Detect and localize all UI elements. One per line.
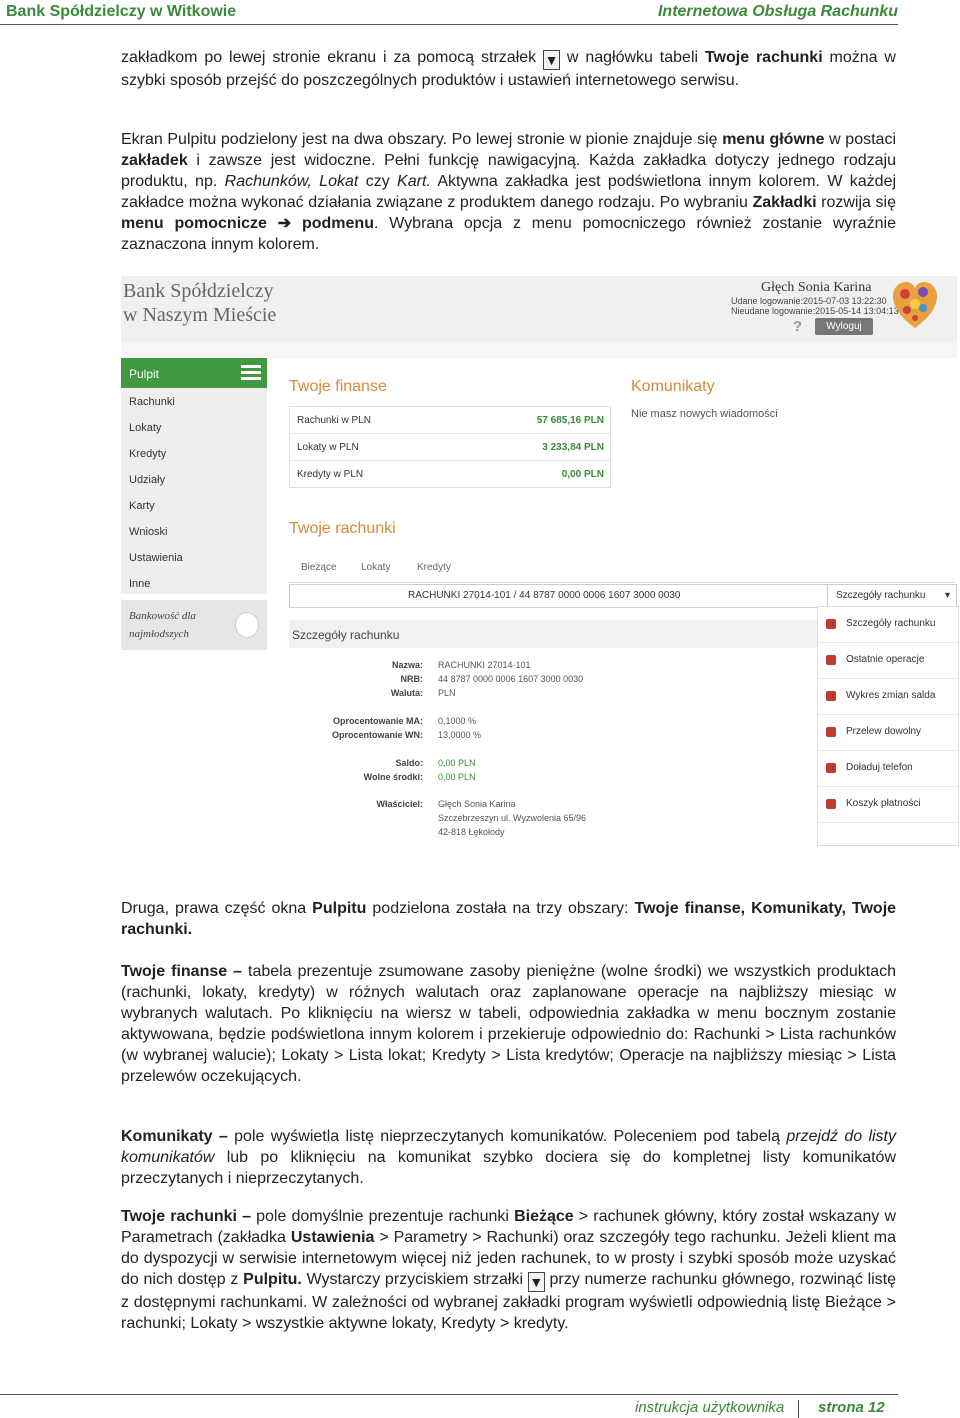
row-value: 0,00 PLN <box>561 469 604 480</box>
menu-item[interactable] <box>818 607 958 643</box>
arrow-down-icon: ▼ <box>529 1274 544 1290</box>
text: > rachunek główny, który został wskazany w Parametrach (zakładka <box>121 1208 897 1246</box>
user-name: Głęch Sonia Karina <box>761 280 872 295</box>
bold-text: Komunikaty <box>121 1128 213 1145</box>
flower-heart-avatar <box>891 278 939 332</box>
operations-icon <box>826 655 836 665</box>
bold-text: menu pomocnicze <box>121 215 267 232</box>
account-label: RACHUNKI 27014-101 / 44 8787 0000 0006 1607 3000 0030 <box>408 590 681 601</box>
promo-text: Bankowość dla <box>129 610 196 622</box>
chevron-down-icon: ▾ <box>944 590 950 601</box>
footer-label: instrukcja użytkownika <box>635 1399 785 1416</box>
detail-value: 0,1000 % <box>438 716 477 726</box>
sidebar-item-kredyty[interactable]: Kredyty <box>129 448 167 460</box>
tab-kredyty[interactable]: Kredyty <box>417 562 451 573</box>
last-login-success: Udane logowanie:2015-07-03 13:22:30 <box>731 296 887 306</box>
menu-item[interactable] <box>818 643 958 679</box>
details-icon <box>826 619 836 629</box>
detail-label: Saldo: <box>395 758 423 768</box>
bold-text: zakładek <box>121 152 188 169</box>
menu-item[interactable] <box>818 679 958 715</box>
document-title: Internetowa Obsługa Rachunku <box>657 3 898 20</box>
finanse-title: Twoje finanse <box>289 378 387 395</box>
italic-text: Kart. <box>397 173 431 190</box>
menu-item-label: Ostatnie operacje <box>846 654 925 665</box>
bold-text: Twoje finanse, Komunikaty, Twoje rachunki. <box>121 900 897 938</box>
detail-label: Wolne środki: <box>363 772 423 782</box>
italic-text: Rachunków, Lokat <box>224 173 359 190</box>
bold-text: Zakładki <box>752 194 817 211</box>
text: tabela prezentuje zsumowane zasoby pieniężne (wolne środki) we wszystkich produktach (rachunki, lokaty, kredyty) w różnych walutach oraz zaplanowane operacje na najbliższy miesiąc w wybranych walutach. Po kliknięciu na wiersz w tabeli, odpowiednia zakładka w menu bocznym zostanie aktywowana, będzie podświetlona innym kolorem i przekieruje odpowiednio do: Rachunki > Lista rachunków (w wybranej walucie); Lokaty > Lista lokat; Kredyty > Lista kredytów; Operacje na najbliższy miesiąc > Lista przelewów oczekujących. <box>121 963 896 1085</box>
body-paragraph-5 <box>121 1126 896 1189</box>
sidebar-item-inne[interactable]: Inne <box>129 578 151 590</box>
sidebar-item-udzialy[interactable]: Udziały <box>129 474 166 486</box>
body-paragraph-6 <box>121 1206 896 1334</box>
text: w postaci <box>829 131 896 148</box>
italic-text: przejdź do listy komunikatów <box>121 1128 896 1166</box>
apple-icon <box>235 612 259 638</box>
detail-label: Właściciel: <box>376 799 423 809</box>
sidebar-item-ustawienia[interactable]: Ustawienia <box>129 552 183 564</box>
menu-item-label: Wykres zmian salda <box>846 690 936 701</box>
bold-text: Bieżące <box>514 1208 574 1225</box>
table-row[interactable] <box>290 407 610 434</box>
sidebar-item-label: Pulpit <box>129 367 160 381</box>
details-header <box>289 620 819 648</box>
text: podzielona została na trzy obszary: <box>372 900 629 917</box>
logout-button[interactable]: Wyloguj <box>815 318 873 335</box>
menu-item[interactable] <box>818 787 958 823</box>
dropdown-label: Szczegóły rachunku <box>836 590 926 601</box>
bank-name: Bank Spółdzielczy w Witkowie <box>6 3 237 20</box>
menu-item-label: Koszyk płatności <box>846 798 921 809</box>
text: przy numerze rachunku głównego, rozwinąć listę z dostępnymi rachunkami. W zależności od wybranej zakładki program wyświetli odpowiednią listę Bieżące > rachunki; Lokaty > wszystkie aktywne lokaty, Kredyty > kredyty. <box>121 1271 897 1332</box>
detail-value: 42-818 Łękołody <box>438 827 505 837</box>
text: Druga, prawa część okna <box>121 900 307 917</box>
page-number: strona 12 <box>818 1399 885 1416</box>
detail-label: Waluta: <box>390 688 423 698</box>
detail-value: Szczebrzeszyn ul. Wyzwolenia 65/96 <box>438 813 586 823</box>
app-bank-name-line2: w Naszym Mieście <box>123 304 277 326</box>
detail-value: Głęch Sonia Karina <box>438 799 516 809</box>
text: . Wybrana opcja z menu pomocniczego również zostanie wyraźnie zaznaczona innym kolorem. <box>121 215 897 253</box>
dash: – <box>212 1128 235 1145</box>
sidebar-item-rachunki[interactable]: Rachunki <box>129 396 175 408</box>
text: Wystarczy przyciskiem strzałki <box>306 1271 524 1288</box>
detail-value: 13,0000 % <box>438 730 482 740</box>
text: zakładkom po lewej stronie ekranu i za pomocą strzałek <box>121 49 537 66</box>
finanse-table <box>289 406 611 488</box>
arrow-right-icon: ➔ <box>277 215 292 232</box>
detail-value: 0,00 PLN <box>438 772 476 782</box>
help-icon[interactable]: ? <box>793 318 803 335</box>
text: pole wyświetla listę nieprzeczytanych komunikatów. Poleceniem pod tabelą <box>234 1128 781 1145</box>
menu-item[interactable] <box>818 715 958 751</box>
menu-item-label: Szczegóły rachunku <box>846 618 936 629</box>
details-title: Szczegóły rachunku <box>292 628 400 642</box>
account-tabs <box>289 550 955 583</box>
account-action-dropdown[interactable] <box>827 584 957 608</box>
detail-value: PLN <box>438 688 456 698</box>
hamburger-icon[interactable] <box>241 365 261 381</box>
body-paragraph-3 <box>121 898 896 940</box>
account-action-menu <box>817 606 959 846</box>
row-value: 3 233,84 PLN <box>542 442 604 453</box>
detail-value: 44 8787 0000 0006 1607 3000 0030 <box>438 674 584 684</box>
text: lub po kliknięciu na komunikat szybko dociera się do kompletnej listy komunikatów przeczytanych i nieprzeczytanych. <box>121 1149 896 1187</box>
row-value: 57 685,16 PLN <box>536 415 604 426</box>
promo-banner[interactable] <box>121 600 267 650</box>
account-selector[interactable] <box>289 584 831 608</box>
dash: – <box>227 963 249 980</box>
intro-paragraph-2 <box>121 129 896 255</box>
page-header <box>0 0 960 26</box>
sidebar-item-wnioski[interactable]: Wnioski <box>129 526 168 538</box>
bold-text: Twoje rachunki <box>121 1208 237 1225</box>
app-sidebar <box>121 358 267 594</box>
arrow-down-icon: ▼ <box>544 52 559 68</box>
detail-value: 0,00 PLN <box>438 758 476 768</box>
app-banner <box>121 276 957 342</box>
rachunki-title: Twoje rachunki <box>289 520 396 537</box>
text: > Parametry > Rachunki) oraz szczegóły tego rachunku. Jeżeli klient ma do dyspozycji w serwisie internetowym więcej niż jeden rachunek, to w prosty i szybki sposób może uzyskać do nich dostęp z <box>121 1229 897 1288</box>
body-paragraph-4 <box>121 961 896 1087</box>
text: Ekran Pulpitu podzielony jest na dwa obszary. Po lewej stronie w pionie znajduje się <box>121 131 718 148</box>
text: i zawsze jest widoczne. Pełni funkcję nawigacyjną. Każda zakładka dotyczy jednego rodzaju produktu, np. <box>121 152 896 190</box>
dash: – <box>236 1208 257 1225</box>
row-label: Rachunki w PLN <box>297 415 371 426</box>
text: pole domyślnie prezentuje rachunki <box>256 1208 509 1225</box>
header-rule <box>0 24 898 25</box>
menu-item-label: Doładuj telefon <box>846 762 913 773</box>
tab-lokaty[interactable]: Lokaty <box>361 562 391 573</box>
detail-value: RACHUNKI 27014-101 <box>438 660 531 670</box>
text: w nagłówku tabeli <box>566 49 699 66</box>
text: Aktywna zakładka jest podświetlona innym kolorem. W każdej zakładce można wykonać działania związane z produktem danego rodzaju. Po wybraniu <box>121 173 897 211</box>
menu-item[interactable] <box>818 751 958 787</box>
footer-rule <box>0 1394 898 1395</box>
text: rozwija się <box>821 194 896 211</box>
sidebar-item-karty[interactable]: Karty <box>129 500 155 512</box>
komunikaty-title: Komunikaty <box>631 378 715 395</box>
bold-text: Twoje rachunki <box>704 49 823 66</box>
text: czy <box>365 173 390 190</box>
text: można w szybki sposób przejść do poszczególnych produktów i ustawień internetowego serwisu. <box>121 49 896 89</box>
tab-biezace[interactable]: Bieżące <box>301 562 337 573</box>
bold-text: Pulpitu <box>312 900 367 917</box>
bold-text: menu główne <box>722 131 825 148</box>
detail-label: NRB: <box>400 674 423 684</box>
row-label: Lokaty w PLN <box>297 442 359 453</box>
sidebar-item-lokaty[interactable]: Lokaty <box>129 422 162 434</box>
table-row[interactable] <box>290 434 610 461</box>
detail-label: Oprocentowanie MA: <box>332 716 423 726</box>
last-login-failure: Nieudane logowanie:2015-05-14 13:04:13 <box>731 306 899 316</box>
app-bank-name-line1: Bank Spółdzielczy <box>123 280 274 302</box>
sidebar-item-pulpit[interactable] <box>121 358 267 388</box>
transfer-icon <box>826 727 836 737</box>
chart-icon <box>826 691 836 701</box>
promo-text: najmłodszych <box>129 628 189 640</box>
basket-icon <box>826 799 836 809</box>
intro-paragraph-1 <box>121 47 896 91</box>
bold-text: Twoje finanse <box>121 963 228 980</box>
menu-item-label: Przelew dowolny <box>846 726 922 737</box>
footer-separator <box>798 1400 799 1418</box>
bold-text: Pulpitu. <box>243 1271 302 1288</box>
app-content <box>121 358 957 844</box>
detail-label: Oprocentowanie WN: <box>331 730 423 740</box>
bold-text: podmenu <box>301 215 374 232</box>
komunikaty-message: Nie masz nowych wiadomości <box>631 408 778 420</box>
bold-text: Ustawienia <box>290 1229 375 1246</box>
phone-icon <box>826 763 836 773</box>
row-label: Kredyty w PLN <box>297 469 364 480</box>
app-screenshot <box>121 276 957 844</box>
detail-label: Nazwa: <box>391 660 423 670</box>
table-row[interactable] <box>290 461 610 487</box>
